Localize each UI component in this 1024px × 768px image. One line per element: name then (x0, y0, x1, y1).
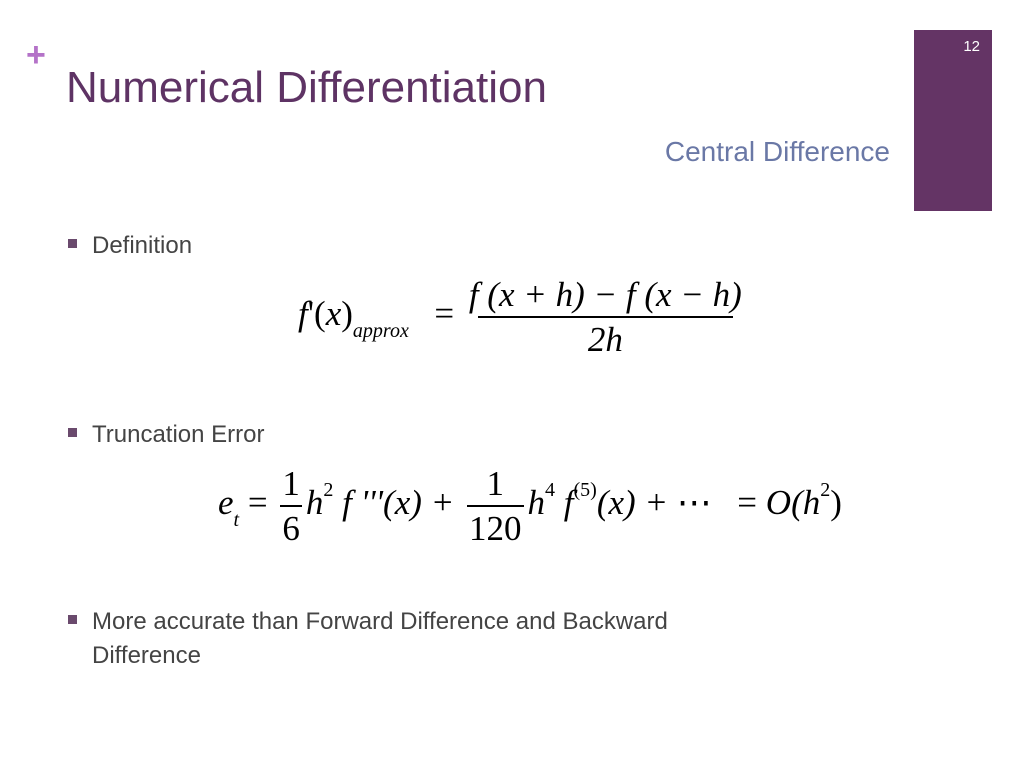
bullet-square-icon (68, 615, 77, 624)
eq-lhs-function: f (298, 294, 308, 334)
eq-fraction (467, 277, 744, 357)
bullet-text: Definition (92, 232, 193, 259)
te-term2-arg: (x) + (596, 483, 677, 523)
eq-lhs-var: x (325, 294, 342, 334)
te-term2-exp: 4 (545, 479, 556, 502)
eq-numerator: f (x + h) − f (x − h) (468, 275, 742, 314)
te-term2-order: (5) (573, 479, 597, 502)
slide-subtitle: Central Difference (664, 136, 890, 167)
te-term2-f: f (563, 483, 574, 523)
eq-equals: = (434, 294, 455, 334)
te-frac2-denominator: 120 (467, 505, 524, 546)
te-frac2-numerator: 1 (486, 464, 505, 503)
te-term1-func: f '''(x) + (342, 483, 455, 523)
bullet-text-line-1: More accurate than Forward Difference and Backward (92, 608, 668, 635)
te-lhs: e (218, 483, 234, 523)
te-fraction-2 (467, 466, 524, 546)
bullet-text: Truncation Error (92, 421, 265, 448)
te-term1-exp: 2 (323, 479, 334, 502)
page-number: 12 (963, 38, 980, 55)
bullet-text-line-2: Difference (92, 642, 201, 669)
te-fraction-1 (280, 466, 302, 546)
bullet-square-icon (68, 239, 77, 248)
te-big-o: O(h (765, 483, 821, 523)
te-equals-2: = (737, 483, 758, 523)
plus-icon: + (26, 36, 46, 74)
te-term2-h: h (527, 483, 546, 523)
bullet-square-icon (68, 428, 77, 437)
eq-lhs-subscript: approx (352, 320, 409, 343)
eq-lhs-close: ) (341, 294, 353, 334)
te-big-o-close: ) (830, 483, 842, 523)
eq-lhs-open: ( (314, 294, 326, 334)
eq-lhs-prime: ' (307, 294, 315, 334)
eq-denominator: 2h (478, 316, 733, 357)
te-term2-tail: ⋯ (676, 483, 712, 523)
te-frac1-denominator: 6 (280, 505, 302, 546)
te-term1-h: h (305, 483, 324, 523)
definition-equation (298, 277, 748, 357)
te-lhs-subscript: t (233, 509, 240, 532)
te-big-o-exp: 2 (820, 479, 831, 502)
te-equals: = (247, 483, 268, 523)
slide-title: Numerical Differentiation (66, 63, 547, 112)
te-frac1-numerator: 1 (282, 464, 300, 503)
page-number-box (914, 30, 992, 211)
truncation-error-equation (218, 466, 842, 546)
